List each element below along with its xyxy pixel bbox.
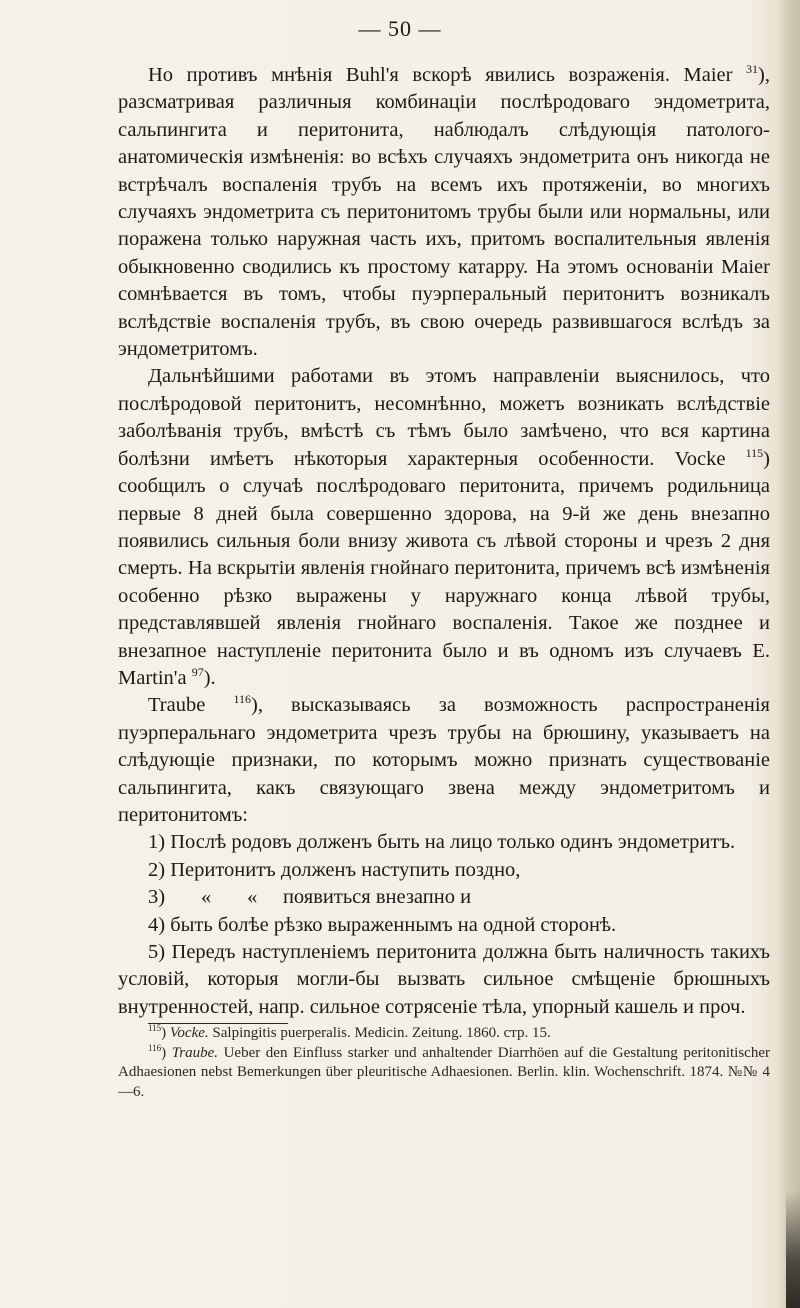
body-text [118,62,770,1102]
footnote-text: Ueber den Einfluss starker und anhaltender Diarrhöen auf die Gestaltung peritonitischer Adhaesionen nebst Bemerkungen über pleuritische Adhaesionen. Berlin. klin. Wochenschrift. 1874. №№ 4—6. [118,1044,770,1100]
footnote-115: $^{115}$) Vocke. Salpingitis puerperalis. Medicin. Zeitung. 1860. стр. 15. [148,1023,551,1042]
list-item: 4) быть болѣе рѣзко выраженнымъ на одной сторонѣ. [148,913,617,936]
footnote-author: Vocke. [169,1025,209,1042]
footnote-number: 115 [148,1023,162,1034]
criteria-list [118,829,770,1021]
footnote-ref-97: 97 [191,665,204,680]
footnote-number: 116 [148,1042,162,1053]
paragraph-2-text-b: ) сообщилъ о случаѣ послѣродоваго перитонита, причемъ родильница первые 8 дней была совершенно здорова, на 9-й же день внезапно появились сильныя боли внизу живота съ лѣвой стороны и чрезъ 2 дня смерть. На вскрытіи явленія гнойнаго перитонита, причемъ всѣ измѣненія особенно рѣзко выражены у наружнаго конца лѣвой трубы, представлявшей явленія гнойнаго воспаленія. Такое же позднее и внезапное наступленіе перитонита было и въ одномъ изъ случаевъ E. Martin'а [118,447,770,689]
page-number: — 50 — [358,16,442,41]
footnote-116: $^{116}$) Traube. Ueber den Einfluss starker und anhaltender Diarrhöen auf die Gestaltung peritonitischer Adhaesionen nebst Bemerkungen über pleuritische Adhaesionen. Berlin. klin. Wochenschrift. 1874. №№ 4—6. [118,1042,770,1100]
paragraph-3 [118,692,770,829]
list-item: 1) Послѣ родовъ долженъ быть на лицо только одинъ эндометритъ. [148,831,736,854]
paragraph-1 [118,62,770,363]
paragraph-1-text-a: Но противъ мнѣнія Buhl'я вскорѣ явились возраженія. Maier [148,64,747,86]
list-item: 3) « « появиться внезапно и [148,886,472,909]
footnote-ref-115: 115 [745,445,764,460]
page-edge-shadow [778,0,800,1308]
list-item: 2) Перитонитъ долженъ наступить поздно, [148,858,521,881]
footnote-ref-31: 31 [746,62,759,77]
footnote-author: Traube. [171,1044,219,1061]
paragraph-2-text-c: ). [203,666,216,689]
list-item: 5) Передъ наступленіемъ перитонита должна быть наличность такихъ условій, которыя могли-бы вызвать сильное смѣщеніе брюшныхъ внутренностей, напр. сильное сотрясеніе тѣла, упорный кашель и проч. [118,941,770,1018]
paragraph-2 [118,363,770,692]
page-edge-dark-corner [786,1190,800,1308]
paragraph-3-text-a: Traube [148,694,234,717]
footnote-text: Salpingitis puerperalis. Medicin. Zeitung. 1860. стр. 15. [208,1025,551,1042]
footnote-ref-116: 116 [233,692,251,707]
paragraph-1-text-b: ), разсматривая различныя комбинаціи послѣродоваго эндометрита, сальпингита и перитонита, наблюдалъ слѣдующія патолого-анатомическія измѣненія: во всѣхъ случаяхъ эндометрита онъ никогда не встрѣчалъ воспаленія трубъ на всемъ ихъ протяженіи, во многихъ случаяхъ эндометрита съ перитонитомъ трубы были или нормальны, или поражена только наружная часть ихъ, притомъ воспалительныя явленія обыкновенно сводились къ простому катарру. На этомъ основаніи Maier сомнѣвается въ томъ, чтобы пуэрперальный перитонитъ возникалъ вслѣдствіе воспаленія трубъ, въ свою очередь развившагося вслѣдъ за эндометритомъ. [118,64,770,361]
paragraph-2-text-a: Дальнѣйшими работами въ этомъ направленіи выяснилось, что послѣродовой перитонитъ, несомнѣнно, можетъ возникать вслѣдствіе заболѣванія трубъ, вмѣстѣ съ тѣмъ было замѣчено, что вся картина болѣзни имѣетъ нѣкоторыя характерныя особенности. Vocke [118,365,770,470]
paragraph-3-text-b: ), высказываясь за возможность распространенія пуэрперальнаго эндометрита чрезъ трубы на брюшину, указываетъ на слѣдующіе признаки, по которымъ можно признать существованіе сальпингита, какъ связующаго звена между эндометритомъ и перитонитомъ: [118,694,770,826]
